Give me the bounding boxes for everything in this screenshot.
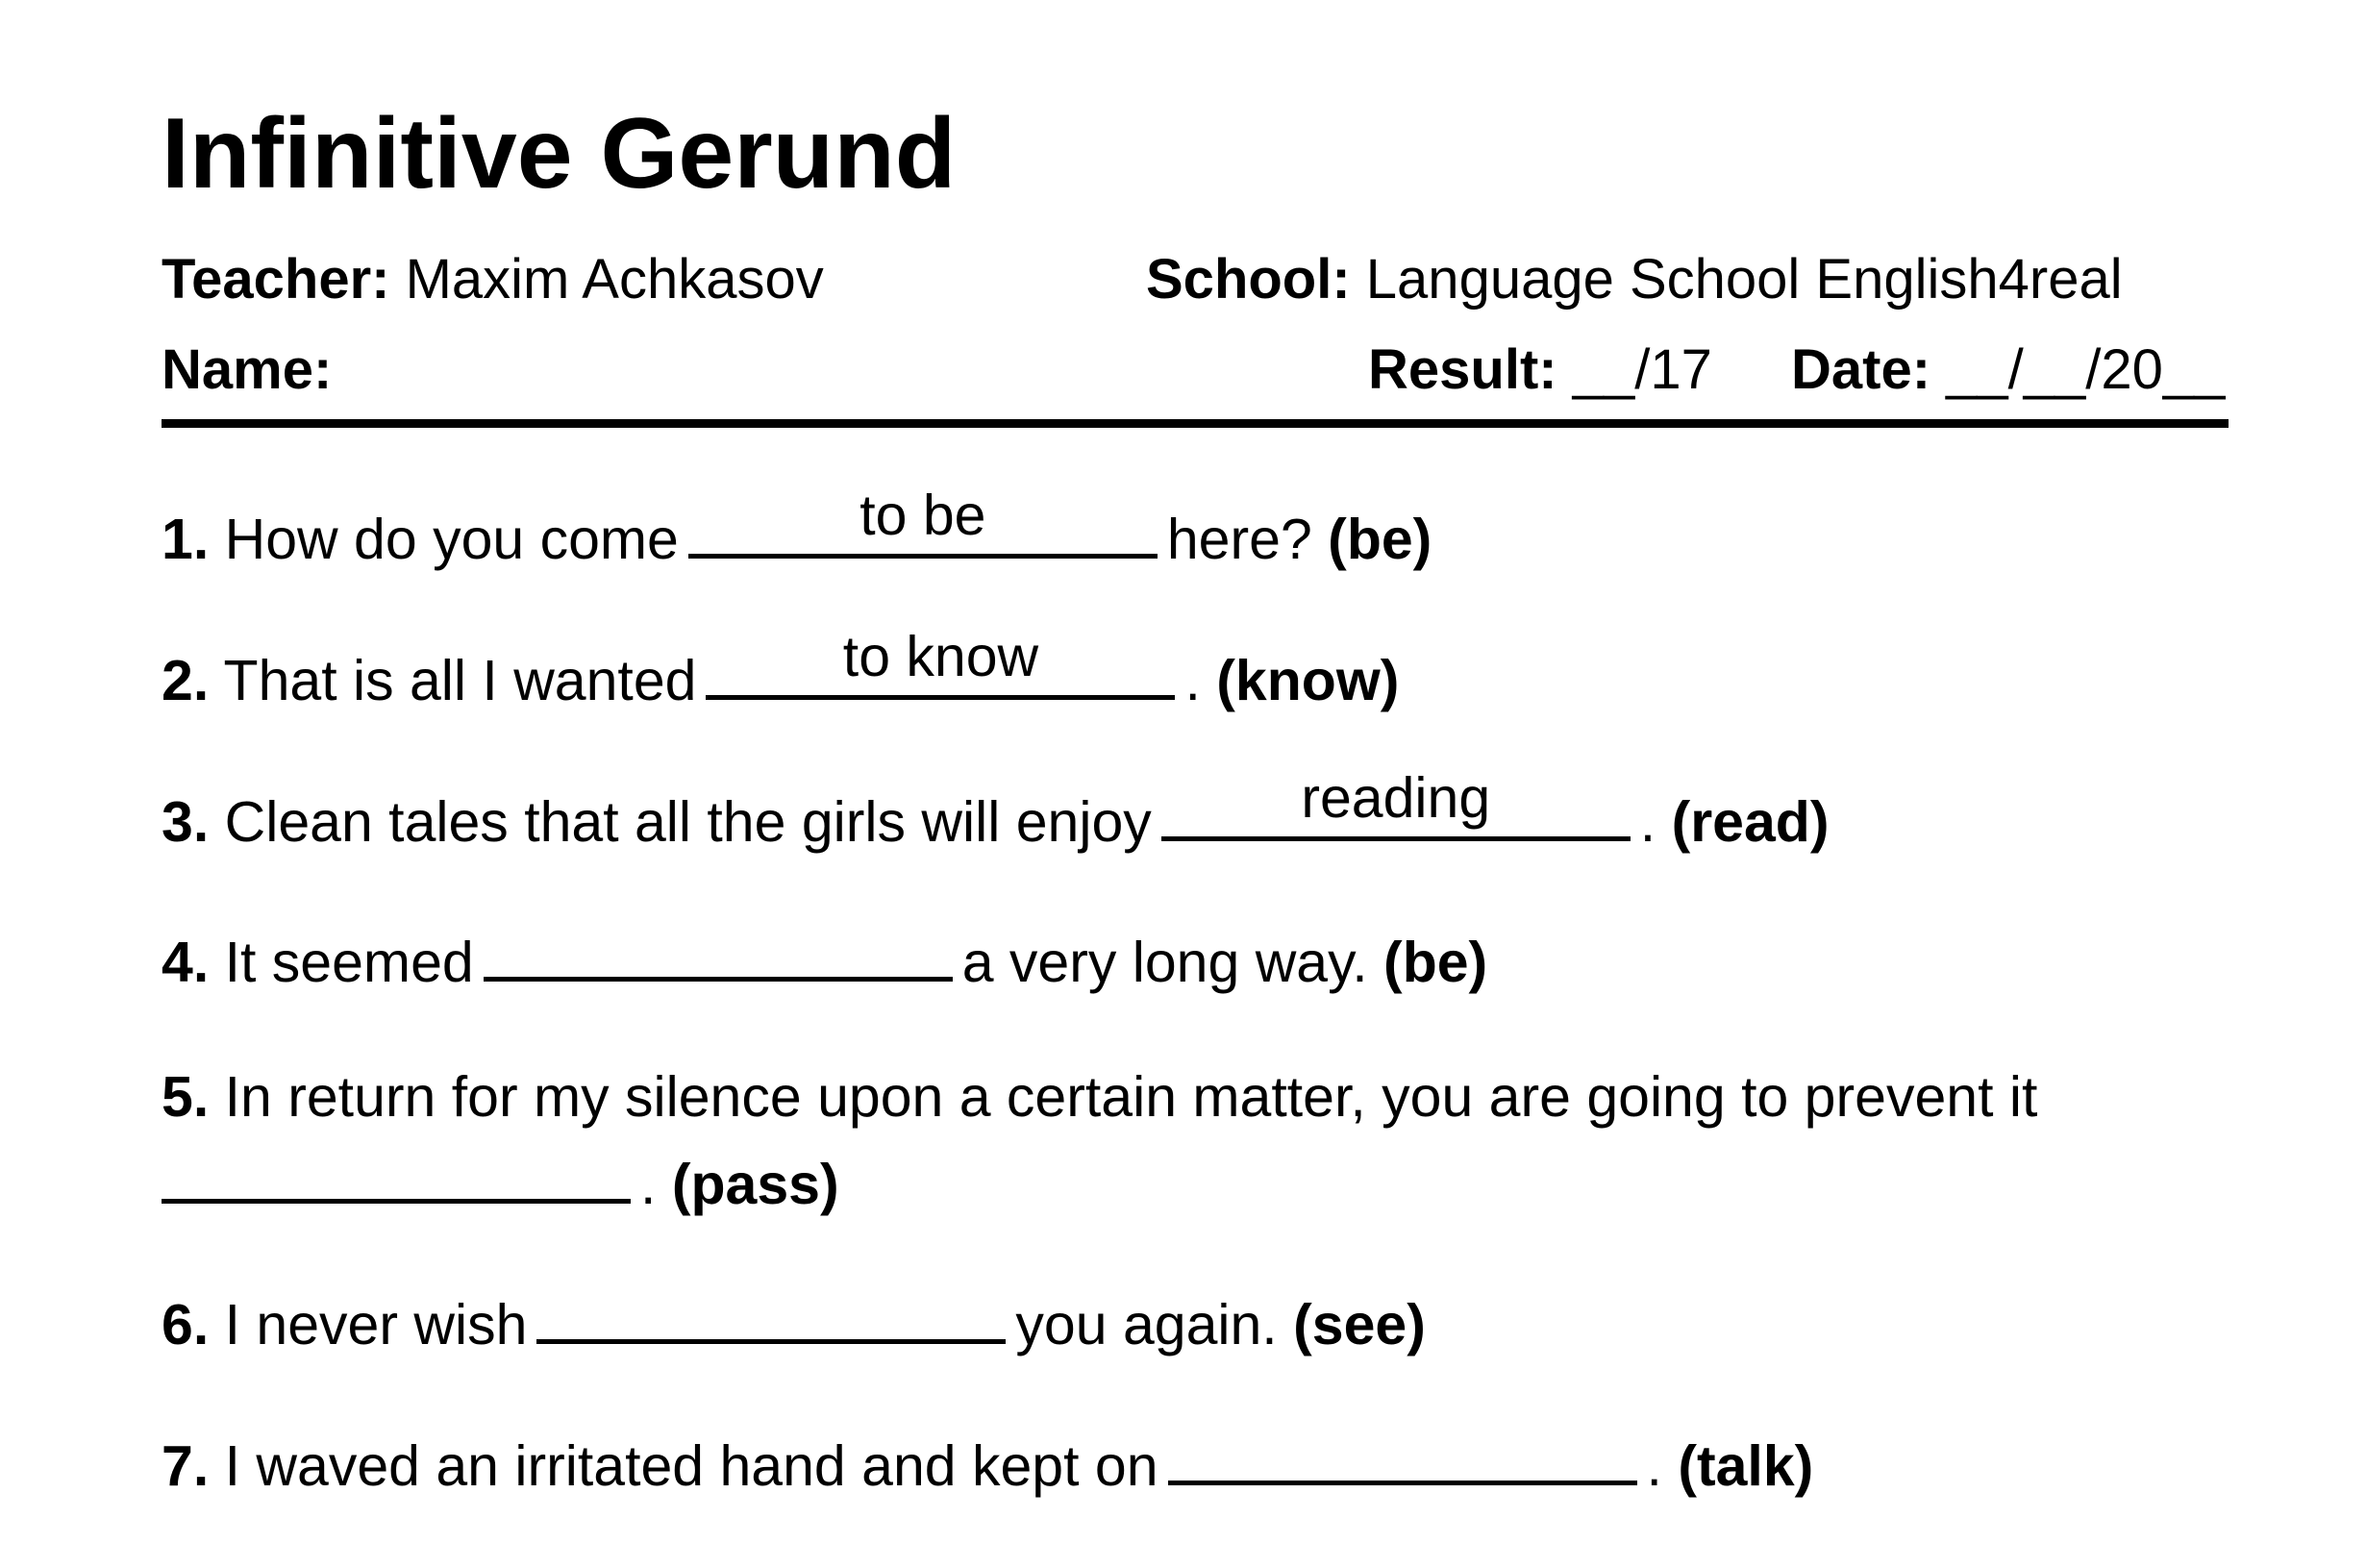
answer-blank[interactable] — [706, 625, 1175, 700]
question-1 — [162, 484, 1432, 571]
question-4 — [162, 929, 1488, 994]
question-text: How do you come — [224, 508, 679, 571]
answer-blank[interactable] — [1161, 766, 1631, 841]
answer-text: reading — [1301, 766, 1491, 830]
question-number: 5. — [162, 1065, 210, 1129]
question-6 — [162, 1291, 1426, 1354]
question-2 — [162, 625, 1400, 712]
result-value: __/17 — [1572, 338, 1712, 401]
question-7 — [162, 1432, 1814, 1498]
verb-hint: (see) — [1293, 1293, 1426, 1356]
result-label: Result: — [1368, 338, 1557, 401]
question-number: 4. — [162, 931, 210, 994]
question-text-end: . — [1184, 649, 1201, 712]
question-number: 3. — [162, 790, 210, 854]
question-text-end: . — [1646, 1434, 1662, 1498]
verb-hint: (talk) — [1678, 1434, 1814, 1498]
question-text-end: here? — [1166, 508, 1312, 571]
verb-hint: (read) — [1671, 790, 1830, 854]
question-5-continued — [162, 1151, 839, 1216]
date-value: __/__/20__ — [1946, 338, 2226, 401]
question-number: 1. — [162, 508, 210, 571]
answer-blank[interactable] — [536, 1291, 1006, 1344]
question-number: 6. — [162, 1293, 210, 1356]
answer-text: to be — [859, 484, 986, 547]
answer-blank[interactable] — [688, 484, 1158, 559]
name-label: Name: — [162, 338, 333, 401]
question-text: It seemed — [224, 931, 474, 994]
verb-hint: (know) — [1216, 649, 1400, 712]
answer-blank[interactable] — [484, 929, 953, 982]
answer-blank[interactable] — [1168, 1432, 1637, 1485]
question-text-end: . — [1639, 790, 1656, 854]
question-5 — [162, 1065, 2038, 1129]
teacher-line — [162, 248, 824, 311]
question-text: Clean tales that all the girls will enjoy — [224, 790, 1152, 854]
question-text: I waved an irritated hand and kept on — [224, 1434, 1158, 1498]
question-text: I never wish — [224, 1293, 528, 1356]
teacher-label: Teacher: — [162, 248, 390, 311]
answer-text: to know — [842, 625, 1039, 688]
question-text-end: a very long way. — [961, 931, 1368, 994]
verb-hint: (be) — [1328, 508, 1432, 571]
result-line — [1368, 338, 1712, 401]
header-divider — [162, 419, 2229, 428]
date-line — [1791, 338, 2226, 401]
school-line — [1146, 248, 2123, 311]
question-text: In return for my silence upon a certain matter, you are going to prevent it — [224, 1065, 2038, 1129]
question-text: That is all I wanted — [223, 649, 697, 712]
question-text-end: . — [640, 1153, 657, 1216]
date-label: Date: — [1791, 338, 1931, 401]
verb-hint: (be) — [1383, 931, 1488, 994]
school-label: School: — [1146, 248, 1351, 311]
answer-blank[interactable] — [162, 1151, 631, 1204]
question-number: 2. — [162, 649, 210, 712]
question-text-end: you again. — [1015, 1293, 1278, 1356]
teacher-name: Maxim Achkasov — [405, 248, 824, 311]
verb-hint: (pass) — [671, 1153, 839, 1216]
worksheet-title: Infinitive Gerund — [162, 98, 957, 210]
question-3 — [162, 766, 1830, 854]
school-name: Language School English4real — [1365, 248, 2123, 311]
question-number: 7. — [162, 1434, 210, 1498]
